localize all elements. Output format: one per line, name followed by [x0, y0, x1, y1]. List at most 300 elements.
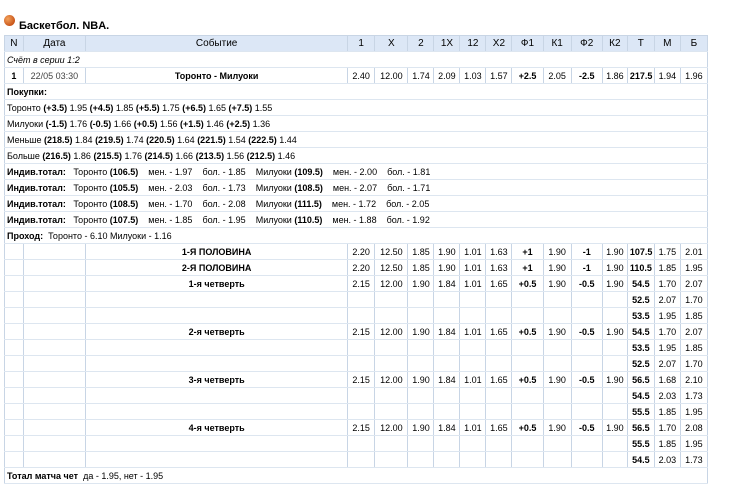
ind-total-label: Индив.тотал: — [7, 198, 66, 209]
odds-cell[interactable]: 1.01 — [460, 276, 486, 292]
total-line-row[interactable] — [5, 452, 708, 468]
empty-cell — [512, 340, 543, 356]
odds-cell[interactable]: 1.65 — [486, 372, 512, 388]
purchase-item[interactable]: (222.5) — [248, 134, 277, 145]
column-header: Т — [627, 36, 654, 52]
purchase-item[interactable]: (221.5) — [197, 134, 226, 145]
purchase-item[interactable]: (+4.5) — [89, 102, 114, 113]
series-score-row-cell — [5, 52, 708, 68]
empty-cell — [5, 276, 24, 292]
purchase-item[interactable]: (216.5) — [42, 150, 71, 161]
ind-total-item: (106.5) — [109, 166, 139, 177]
match-total-even-row — [5, 468, 708, 484]
empty-cell — [460, 404, 486, 420]
purchase-row-cell — [5, 116, 708, 132]
odds-cell[interactable]: 1.03 — [460, 68, 486, 84]
series-score: Счёт в серии 1:2 — [7, 54, 80, 65]
purchase-item: Больше — [7, 150, 43, 161]
ind-total-item: (107.5) — [109, 214, 139, 225]
empty-cell — [602, 340, 627, 356]
empty-cell — [512, 292, 543, 308]
column-header: М — [654, 36, 680, 52]
ind-total-item: (108.5) — [294, 182, 323, 193]
purchase-item: 1.56 — [224, 150, 247, 161]
odds-cell[interactable]: -1 — [571, 260, 602, 276]
empty-cell — [5, 292, 24, 308]
column-header: Б — [680, 36, 707, 52]
empty-cell — [23, 388, 85, 404]
empty-cell — [434, 404, 460, 420]
odds-cell[interactable]: 12.00 — [375, 372, 408, 388]
odds-cell[interactable]: 1.95 — [680, 260, 707, 276]
purchase-item: 1.64 — [174, 134, 198, 145]
ind-total-item[interactable]: бол. - 1.73 — [202, 182, 246, 193]
ind-total-item[interactable]: мен. - 2.00 — [332, 166, 378, 177]
odds-cell[interactable]: 2.07 — [680, 324, 707, 340]
odds-cell[interactable]: 2.10 — [680, 372, 707, 388]
empty-cell — [486, 388, 512, 404]
odds-cell[interactable]: 1.90 — [543, 324, 571, 340]
odds-cell[interactable]: 12.50 — [375, 260, 408, 276]
odds-cell[interactable]: 1.85 — [654, 404, 680, 420]
odds-cell[interactable]: 1.90 — [602, 244, 627, 260]
odds-cell[interactable]: 2.15 — [348, 372, 375, 388]
odds-cell[interactable]: -2.5 — [571, 68, 602, 84]
progress-row — [5, 228, 708, 244]
odds-cell[interactable]: 2.09 — [434, 68, 460, 84]
odds-cell[interactable]: +1 — [512, 244, 543, 260]
empty-cell — [408, 452, 434, 468]
odds-cell[interactable]: -0.5 — [571, 372, 602, 388]
header-row — [5, 36, 708, 52]
empty-cell — [5, 308, 24, 324]
odds-cell[interactable]: 1.90 — [408, 372, 434, 388]
empty-cell — [434, 308, 460, 324]
odds-cell[interactable]: 56.5 — [627, 420, 654, 436]
odds-cell[interactable]: 1.90 — [602, 324, 627, 340]
empty-cell — [460, 308, 486, 324]
empty-cell — [23, 308, 85, 324]
empty-cell — [375, 340, 408, 356]
odds-cell[interactable]: 54.5 — [627, 388, 654, 404]
purchase-item[interactable]: (215.5) — [93, 150, 122, 161]
ind-total-item[interactable]: бол. - 2.05 — [386, 198, 430, 209]
purchase-item: 1.84 — [72, 134, 96, 145]
odds-cell[interactable]: 2.20 — [348, 244, 375, 260]
empty-cell — [543, 388, 571, 404]
odds-cell[interactable]: 2.07 — [654, 356, 680, 372]
individual-total-row-cell — [5, 212, 708, 228]
odds-cell[interactable]: 1.84 — [434, 420, 460, 436]
total-line-row[interactable] — [5, 388, 708, 404]
column-header: К2 — [602, 36, 627, 52]
empty-cell — [512, 452, 543, 468]
empty-cell — [486, 452, 512, 468]
ind-total-item[interactable]: бол. - 1.92 — [386, 214, 430, 225]
match-row[interactable] — [5, 68, 708, 84]
purchase-item: 1.76 — [67, 118, 90, 129]
odds-cell[interactable]: +0.5 — [512, 372, 543, 388]
empty-cell — [375, 388, 408, 404]
empty-cell — [408, 308, 434, 324]
total-line-row[interactable] — [5, 292, 708, 308]
ind-total-item[interactable]: мен. - 1.85 — [148, 214, 193, 225]
ind-total-item[interactable]: бол. - 1.71 — [387, 182, 431, 193]
purchase-item[interactable]: (212.5) — [246, 150, 276, 161]
odds-cell[interactable]: 1.63 — [486, 244, 512, 260]
odds-cell[interactable]: 110.5 — [627, 260, 654, 276]
odds-table — [4, 35, 708, 484]
odds-cell[interactable]: 1.70 — [680, 356, 707, 372]
odds-cell[interactable]: 1.95 — [680, 404, 707, 420]
purchase-item[interactable]: (-0.5) — [89, 118, 112, 129]
odds-cell[interactable]: 1.85 — [408, 260, 434, 276]
total-line-row[interactable] — [5, 436, 708, 452]
odds-cell[interactable]: 1.96 — [680, 68, 707, 84]
purchases-label: Покупки: — [7, 86, 47, 97]
odds-cell[interactable]: 1.01 — [460, 244, 486, 260]
empty-cell — [486, 356, 512, 372]
purchase-item[interactable]: (219.5) — [95, 134, 124, 145]
empty-cell — [434, 340, 460, 356]
period-row[interactable] — [5, 260, 708, 276]
odds-cell[interactable]: 1.85 — [654, 260, 680, 276]
odds-cell[interactable]: 1.74 — [408, 68, 434, 84]
odds-cell[interactable]: 1.85 — [680, 340, 707, 356]
purchase-item: 1.56 — [157, 118, 181, 129]
odds-cell[interactable]: 55.5 — [627, 436, 654, 452]
odds-cell[interactable]: -1 — [571, 244, 602, 260]
odds-cell[interactable]: 1.90 — [602, 276, 627, 292]
empty-cell — [23, 436, 85, 452]
odds-cell[interactable]: -0.5 — [571, 276, 602, 292]
column-header: Событие — [86, 36, 348, 52]
odds-cell[interactable]: 12.00 — [375, 420, 408, 436]
odds-cell[interactable]: 107.5 — [627, 244, 654, 260]
odds-cell[interactable]: 54.5 — [627, 324, 654, 340]
odds-cell[interactable]: 1.86 — [602, 68, 627, 84]
purchase-item[interactable]: (220.5) — [146, 134, 175, 145]
ind-total-item[interactable]: мен. - 1.97 — [148, 166, 193, 177]
odds-cell[interactable]: 12.00 — [375, 276, 408, 292]
odds-cell[interactable]: 1.01 — [460, 260, 486, 276]
purchase-item: 1.55 — [252, 102, 273, 113]
odds-cell[interactable]: 1.84 — [434, 324, 460, 340]
period-row[interactable] — [5, 324, 708, 340]
total-line-row[interactable] — [5, 404, 708, 420]
empty-cell — [86, 436, 348, 452]
odds-cell[interactable]: 1.73 — [680, 388, 707, 404]
empty-cell — [348, 436, 375, 452]
odds-cell[interactable]: 2.20 — [348, 260, 375, 276]
odds-cell[interactable]: 2.40 — [348, 68, 375, 84]
page-title-text: Баскетбол. NBA. — [19, 20, 110, 32]
empty-cell — [571, 356, 602, 372]
odds-cell[interactable]: +2.5 — [512, 68, 543, 84]
purchase-item: 1.66 — [111, 118, 134, 129]
odds-cell[interactable]: 1.90 — [543, 276, 571, 292]
odds-cell[interactable]: +0.5 — [512, 420, 543, 436]
purchase-item: 1.44 — [276, 134, 297, 145]
individual-total-row-cell — [5, 164, 708, 180]
purchase-item[interactable]: (-1.5) — [45, 118, 68, 129]
empty-cell — [5, 260, 24, 276]
ind-total-item: Торонто — [73, 214, 110, 225]
empty-cell — [543, 436, 571, 452]
empty-cell — [460, 436, 486, 452]
ind-total-item: Торонто — [73, 166, 110, 177]
empty-cell — [602, 356, 627, 372]
purchase-item[interactable]: (+2.5) — [226, 118, 251, 129]
total-line-row[interactable] — [5, 308, 708, 324]
odds-cell[interactable]: 1.01 — [460, 324, 486, 340]
column-header: 12 — [460, 36, 486, 52]
odds-cell[interactable]: 1.63 — [486, 260, 512, 276]
odds-cell[interactable]: 1.84 — [434, 372, 460, 388]
empty-cell — [512, 388, 543, 404]
empty-cell — [375, 452, 408, 468]
empty-cell — [23, 372, 85, 388]
odds-cell[interactable]: 54.5 — [627, 452, 654, 468]
purchase-item: Милуоки — [7, 118, 46, 129]
ind-total-item[interactable]: мен. - 1.88 — [332, 214, 377, 225]
ind-total-item[interactable]: мен. - 2.07 — [332, 182, 378, 193]
empty-cell — [23, 404, 85, 420]
progress-label: Проход: — [7, 230, 44, 241]
purchase-item[interactable]: (+7.5) — [228, 102, 253, 113]
odds-cell[interactable]: 1.65 — [486, 324, 512, 340]
odds-cell[interactable]: 12.00 — [375, 324, 408, 340]
column-header: X — [375, 36, 408, 52]
odds-cell[interactable]: 1.90 — [408, 420, 434, 436]
ind-total-label: Индив.тотал: — [7, 182, 66, 193]
odds-cell[interactable]: 2.01 — [680, 244, 707, 260]
odds-cell[interactable]: 1.90 — [602, 260, 627, 276]
empty-cell — [486, 340, 512, 356]
odds-cell[interactable]: 1.95 — [654, 340, 680, 356]
odds-cell[interactable]: 217.5 — [627, 68, 654, 84]
empty-cell — [543, 404, 571, 420]
ind-total-item[interactable]: мен. - 2.03 — [148, 182, 193, 193]
footer-text[interactable]: да - 1.95, нет - 1.95 — [83, 470, 164, 481]
empty-cell — [348, 292, 375, 308]
empty-cell — [86, 404, 348, 420]
empty-cell — [5, 244, 24, 260]
column-header: 2 — [408, 36, 434, 52]
empty-cell — [486, 292, 512, 308]
purchase-item[interactable]: (213.5) — [195, 150, 225, 161]
match-event[interactable]: Торонто - Милуоки — [86, 68, 348, 84]
empty-cell — [5, 340, 24, 356]
odds-cell[interactable]: 1.90 — [434, 244, 460, 260]
purchase-item: 1.66 — [173, 150, 196, 161]
ind-total-item[interactable]: бол. - 2.08 — [202, 198, 246, 209]
period-row[interactable] — [5, 244, 708, 260]
empty-cell — [23, 244, 85, 260]
total-line-row[interactable] — [5, 356, 708, 372]
odds-cell[interactable]: 1.68 — [654, 372, 680, 388]
match-total-even-row-cell — [5, 468, 708, 484]
individual-total-row — [5, 164, 708, 180]
empty-cell — [86, 388, 348, 404]
progress-text: Торонто - 6.10 Милуоки - 1.16 — [48, 230, 172, 241]
empty-cell — [571, 340, 602, 356]
ind-total-item: Милуоки — [255, 214, 295, 225]
odds-cell[interactable]: 1.57 — [486, 68, 512, 84]
empty-cell — [23, 356, 85, 372]
odds-cell[interactable]: +0.5 — [512, 324, 543, 340]
odds-cell[interactable]: 1.70 — [654, 324, 680, 340]
empty-cell — [434, 436, 460, 452]
empty-cell — [23, 340, 85, 356]
odds-cell[interactable]: 1.01 — [460, 420, 486, 436]
individual-total-row-cell — [5, 196, 708, 212]
odds-cell[interactable]: 1.01 — [460, 372, 486, 388]
empty-cell — [348, 340, 375, 356]
empty-cell — [5, 356, 24, 372]
odds-cell[interactable]: +0.5 — [512, 276, 543, 292]
empty-cell — [375, 308, 408, 324]
odds-cell[interactable]: -0.5 — [571, 420, 602, 436]
odds-cell[interactable]: 53.5 — [627, 308, 654, 324]
odds-cell[interactable]: +1 — [512, 260, 543, 276]
empty-cell — [602, 388, 627, 404]
odds-cell[interactable]: 1.70 — [654, 420, 680, 436]
odds-cell[interactable]: 1.70 — [680, 292, 707, 308]
empty-cell — [460, 452, 486, 468]
series-score-row — [5, 52, 708, 68]
odds-cell[interactable]: 2.15 — [348, 324, 375, 340]
odds-cell[interactable]: 54.5 — [627, 276, 654, 292]
empty-cell — [408, 292, 434, 308]
odds-cell[interactable]: 12.50 — [375, 244, 408, 260]
period-row[interactable] — [5, 276, 708, 292]
empty-cell — [23, 292, 85, 308]
purchase-item[interactable]: (+1.5) — [180, 118, 204, 129]
empty-cell — [86, 340, 348, 356]
match-date: 22/05 03:30 — [23, 68, 85, 84]
odds-cell[interactable]: 1.90 — [434, 260, 460, 276]
odds-cell[interactable]: 2.03 — [654, 388, 680, 404]
odds-cell[interactable]: 12.00 — [375, 68, 408, 84]
odds-cell[interactable]: 2.05 — [543, 68, 571, 84]
empty-cell — [408, 340, 434, 356]
odds-cell[interactable]: 56.5 — [627, 372, 654, 388]
odds-cell[interactable]: 1.90 — [602, 372, 627, 388]
empty-cell — [375, 356, 408, 372]
odds-cell[interactable]: 1.94 — [654, 68, 680, 84]
empty-cell — [571, 436, 602, 452]
odds-cell[interactable]: 1.95 — [654, 308, 680, 324]
empty-cell — [86, 308, 348, 324]
purchase-row — [5, 100, 708, 116]
odds-cell[interactable]: 1.75 — [654, 244, 680, 260]
odds-cell[interactable]: 2.15 — [348, 420, 375, 436]
ind-total-item: Милуоки — [255, 198, 295, 209]
odds-cell[interactable]: 1.65 — [486, 420, 512, 436]
page-title — [4, 2, 109, 32]
odds-cell[interactable]: 1.90 — [408, 276, 434, 292]
odds-cell[interactable]: 1.90 — [602, 420, 627, 436]
odds-cell[interactable]: 2.08 — [680, 420, 707, 436]
odds-cell[interactable]: 1.85 — [408, 244, 434, 260]
empty-cell — [86, 356, 348, 372]
odds-cell[interactable]: 52.5 — [627, 292, 654, 308]
empty-cell — [512, 356, 543, 372]
ind-total-item[interactable]: мен. - 1.70 — [148, 198, 193, 209]
empty-cell — [348, 308, 375, 324]
ind-total-label: Индив.тотал: — [7, 214, 66, 225]
period-row[interactable] — [5, 420, 708, 436]
purchases-label-row-cell — [5, 84, 708, 100]
purchase-item[interactable]: (+6.5) — [182, 102, 206, 113]
empty-cell — [434, 356, 460, 372]
period-row[interactable] — [5, 372, 708, 388]
empty-cell — [408, 436, 434, 452]
odds-cell[interactable]: 1.90 — [543, 260, 571, 276]
odds-cell[interactable]: 1.73 — [680, 452, 707, 468]
empty-cell — [434, 388, 460, 404]
ind-total-item[interactable]: бол. - 1.85 — [202, 166, 246, 177]
odds-cell[interactable]: 1.90 — [543, 420, 571, 436]
odds-cell[interactable]: 1.90 — [543, 372, 571, 388]
ind-total-item: (109.5) — [294, 166, 323, 177]
individual-total-row — [5, 180, 708, 196]
empty-cell — [5, 404, 24, 420]
progress-row-cell — [5, 228, 708, 244]
empty-cell — [434, 452, 460, 468]
empty-cell — [460, 292, 486, 308]
ind-total-item[interactable]: мен. - 1.72 — [331, 198, 377, 209]
odds-cell[interactable]: 1.90 — [408, 324, 434, 340]
purchase-item[interactable]: (+5.5) — [135, 102, 160, 113]
empty-cell — [408, 404, 434, 420]
ind-total-item[interactable]: бол. - 1.81 — [387, 166, 431, 177]
odds-cell[interactable]: 1.70 — [654, 276, 680, 292]
odds-cell[interactable]: 2.07 — [654, 292, 680, 308]
empty-cell — [5, 372, 24, 388]
purchase-item[interactable]: (218.5) — [44, 134, 73, 145]
purchase-item[interactable]: (+0.5) — [133, 118, 158, 129]
empty-cell — [348, 356, 375, 372]
ind-total-item[interactable]: бол. - 1.95 — [202, 214, 246, 225]
basketball-icon — [4, 15, 15, 26]
odds-cell[interactable]: 52.5 — [627, 356, 654, 372]
odds-cell[interactable]: -0.5 — [571, 324, 602, 340]
empty-cell — [23, 420, 85, 436]
empty-cell — [5, 324, 24, 340]
total-line-row[interactable] — [5, 340, 708, 356]
odds-cell[interactable]: 1.85 — [654, 436, 680, 452]
odds-cell[interactable]: 2.15 — [348, 276, 375, 292]
odds-cell[interactable]: 55.5 — [627, 404, 654, 420]
odds-cell[interactable]: 1.84 — [434, 276, 460, 292]
empty-cell — [571, 452, 602, 468]
odds-cell[interactable]: 2.07 — [680, 276, 707, 292]
odds-cell[interactable]: 1.65 — [486, 276, 512, 292]
purchase-item[interactable]: (214.5) — [144, 150, 174, 161]
odds-cell[interactable]: 1.90 — [543, 244, 571, 260]
odds-cell[interactable]: 53.5 — [627, 340, 654, 356]
odds-cell[interactable]: 2.03 — [654, 452, 680, 468]
purchase-item: 1.75 — [159, 102, 183, 113]
empty-cell — [512, 436, 543, 452]
odds-cell[interactable]: 1.95 — [680, 436, 707, 452]
purchase-item: Меньше — [7, 134, 44, 145]
purchase-row — [5, 132, 708, 148]
purchase-item[interactable]: (+3.5) — [43, 102, 68, 113]
odds-cell[interactable]: 1.85 — [680, 308, 707, 324]
